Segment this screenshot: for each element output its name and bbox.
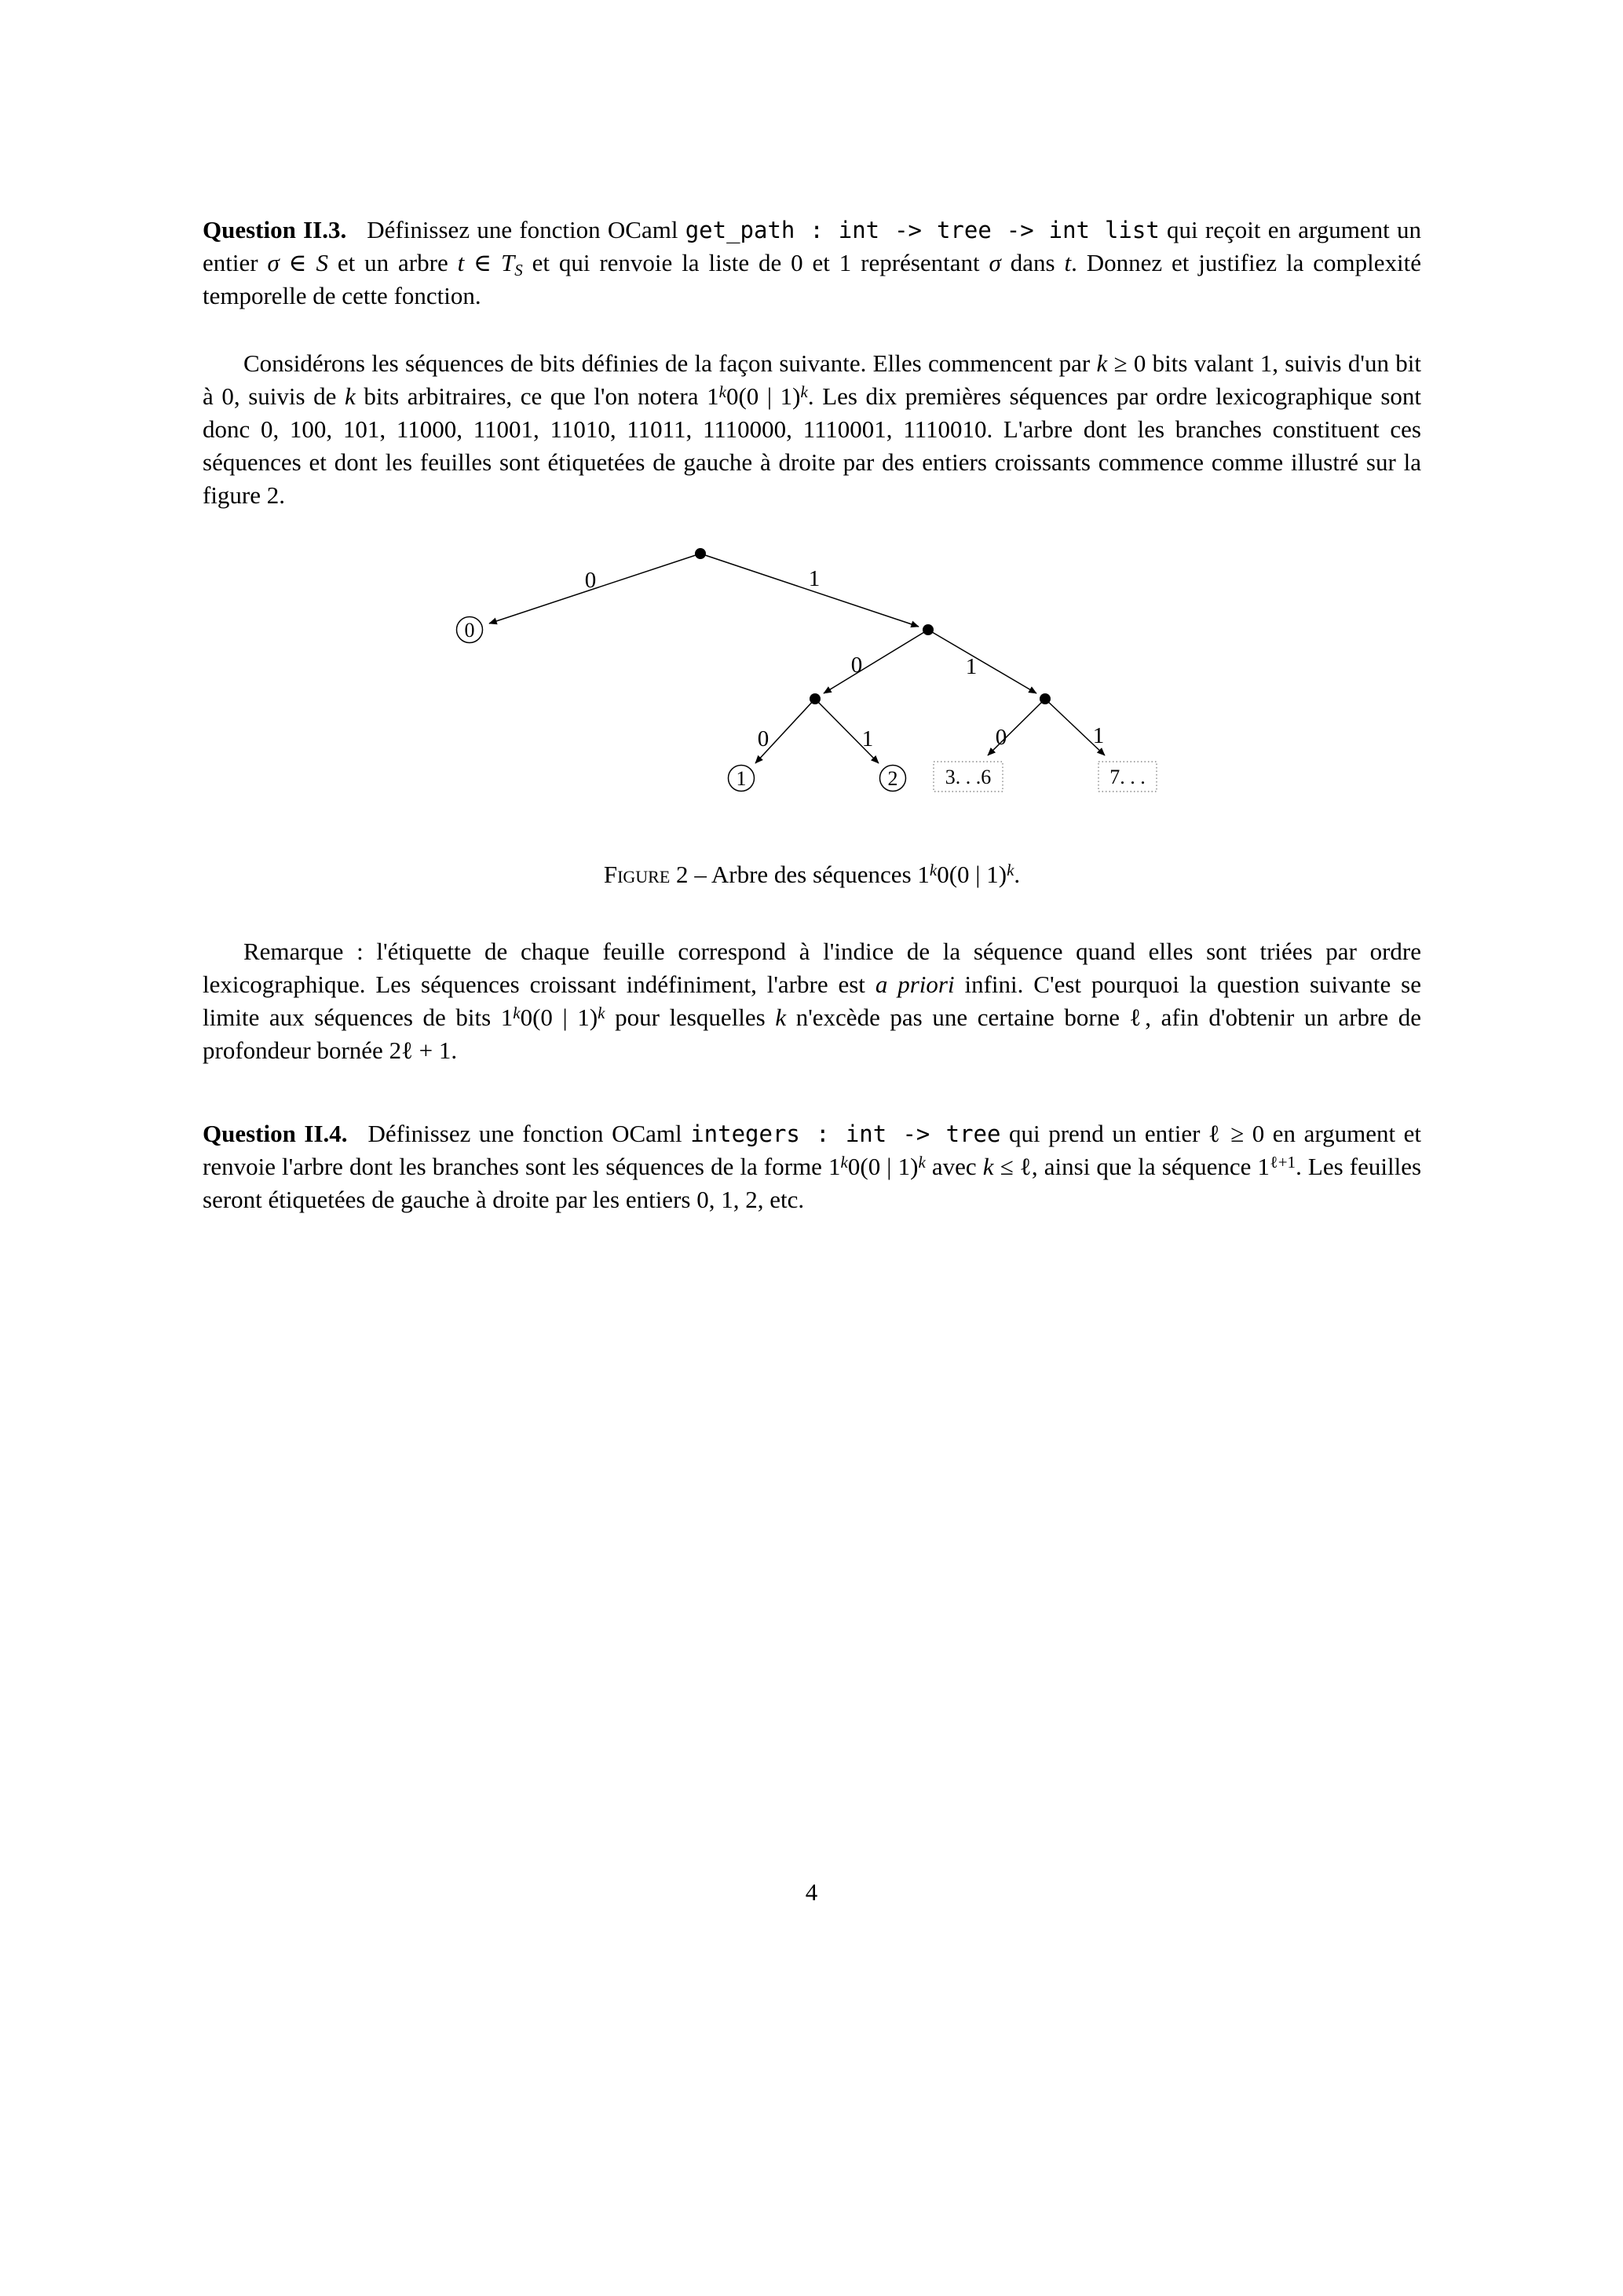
edge-label-4: 0 [757,726,769,751]
internal-node-11 [1040,693,1051,704]
text-segment: S [514,261,523,280]
text-segment: avec [925,1153,983,1180]
text-segment: et un arbre [328,249,458,276]
text-segment: k [718,382,726,401]
edge-label-1: 1 [808,566,821,591]
text-segment: – Arbre des séquences 1 [688,861,930,888]
edge-node1-to-node10 [824,630,928,693]
text-segment: ℓ+1 [1269,1153,1296,1172]
text-segment: k [918,1153,926,1172]
text-segment: qui reçoit en argument un entier [203,216,1421,276]
paragraph-remarque [203,935,1421,1067]
text-segment: n'excède pas une certaine borne ℓ, afin d'obtenir un arbre de profondeur bornée 2ℓ + 1. [203,1004,1421,1064]
text-segment: 0(0 | 1) [937,861,1007,888]
text-segment: pour lesquelles [605,1004,776,1031]
text-segment: t [457,249,465,276]
text-segment: ∈ [279,249,316,276]
text-segment: 0(0 | 1) [847,1153,919,1180]
text-segment: ≥ 0 bits valant 1, suivis d'un bit à 0, suivis de [203,349,1421,410]
text-segment: integers : int -> tree [690,1121,1001,1147]
edge-label-6: 0 [995,725,1007,750]
leaf-range-label-3-6: 3. . .6 [945,766,992,788]
text-segment: Figure 2 [603,861,689,888]
edge-label-3: 1 [965,654,978,679]
figure-2-caption [203,858,1421,891]
text-segment: 0(0 | 1) [726,382,801,410]
text-segment: Définissez une fonction OCaml [367,1120,691,1147]
text-segment: σ [989,249,1001,276]
text-segment: Définissez une fonction OCaml [367,216,685,243]
text-segment: Question II.3. [203,216,347,243]
text-segment: T [500,249,515,276]
text-segment: k [1096,349,1108,377]
paragraph-bit-sequences [203,347,1421,512]
text-segment: . Les dix premières séquences par ordre lexicographique sont donc 0, 100, 101, 11000, 11001, 11010, 11011, 1110000, 1110001, 1110010. L'arbre dont les branches constituent ces séquences et dont les feuilles sont étiquetées de gauche à droite par des entiers croissants commence comme illustré sur la figure 2. [203,382,1422,509]
text-segment: k [598,1004,605,1022]
leaf-range-label-7: 7. . . [1109,766,1146,788]
text-segment: Question II.4. [203,1120,348,1147]
edge-label-2: 0 [850,653,863,678]
text-segment: Considérons les séquences de bits définies de la façon suivante. Elles commencent par [243,349,1097,377]
text-segment: Remarque : l'étiquette de chaque feuille correspond à l'indice de la séquence quand elles sont triées par ordre lexicographique. Les séquences croissant indéfiniment, l'arbre est [203,938,1421,998]
edge-label-7: 1 [1092,723,1105,748]
text-segment: k [982,1153,994,1180]
text-segment: a priori [875,971,955,998]
edge-label-5: 1 [861,726,874,751]
text-segment: ≤ ℓ, ainsi que la séquence 1 [993,1153,1270,1180]
text-segment: k [513,1004,521,1022]
text-segment: k [800,382,808,401]
leaf-label-2: 2 [887,767,898,790]
text-segment: get_path : int -> tree -> int list [685,217,1160,243]
text-segment: infini. C'est pourquoi la question suivante se limite aux séquences de bits 1 [203,971,1421,1031]
text-segment: dans [1000,249,1065,276]
text-segment: k [345,382,356,410]
question-II-4-paragraph [203,1117,1421,1216]
internal-node-1 [923,624,934,635]
text-segment: . Donnez et justifiez la complexité temporelle de cette fonction. [203,249,1422,309]
text-segment: et qui renvoie la liste de 0 et 1 représentant [522,249,989,276]
text-segment: k [929,861,938,879]
text-segment: . [1014,861,1021,888]
text-segment: bits arbitraires, ce que l'on notera 1 [355,382,719,410]
text-segment: qui prend un entier ℓ ≥ 0 en argument et renvoie l'arbre dont les branches sont les séquences de la forme 1 [203,1120,1422,1180]
text-segment: σ [267,249,280,276]
root-node [695,548,706,559]
leaf-label-0: 0 [464,619,475,642]
question-II-3-paragraph [203,214,1421,313]
text-segment: S [316,249,328,276]
tree-diagram [439,540,1185,803]
text-segment: k [775,1004,787,1031]
text-segment: . Les feuilles seront étiquetées de gauche à droite par les entiers 0, 1, 2, etc. [203,1153,1422,1213]
figure-2 [203,540,1421,891]
text-segment: k [1007,861,1014,879]
edge-label-0: 0 [584,568,597,593]
page-content [203,214,1421,1216]
text-segment: ∈ [464,249,501,276]
edge-node1-to-node11 [928,630,1036,693]
text-segment: t [1064,249,1072,276]
leaf-label-1: 1 [736,767,747,790]
text-segment: 0(0 | 1) [520,1004,598,1031]
text-segment: k [840,1153,848,1172]
page-number: 4 [805,1878,818,1906]
internal-node-10 [810,693,821,704]
